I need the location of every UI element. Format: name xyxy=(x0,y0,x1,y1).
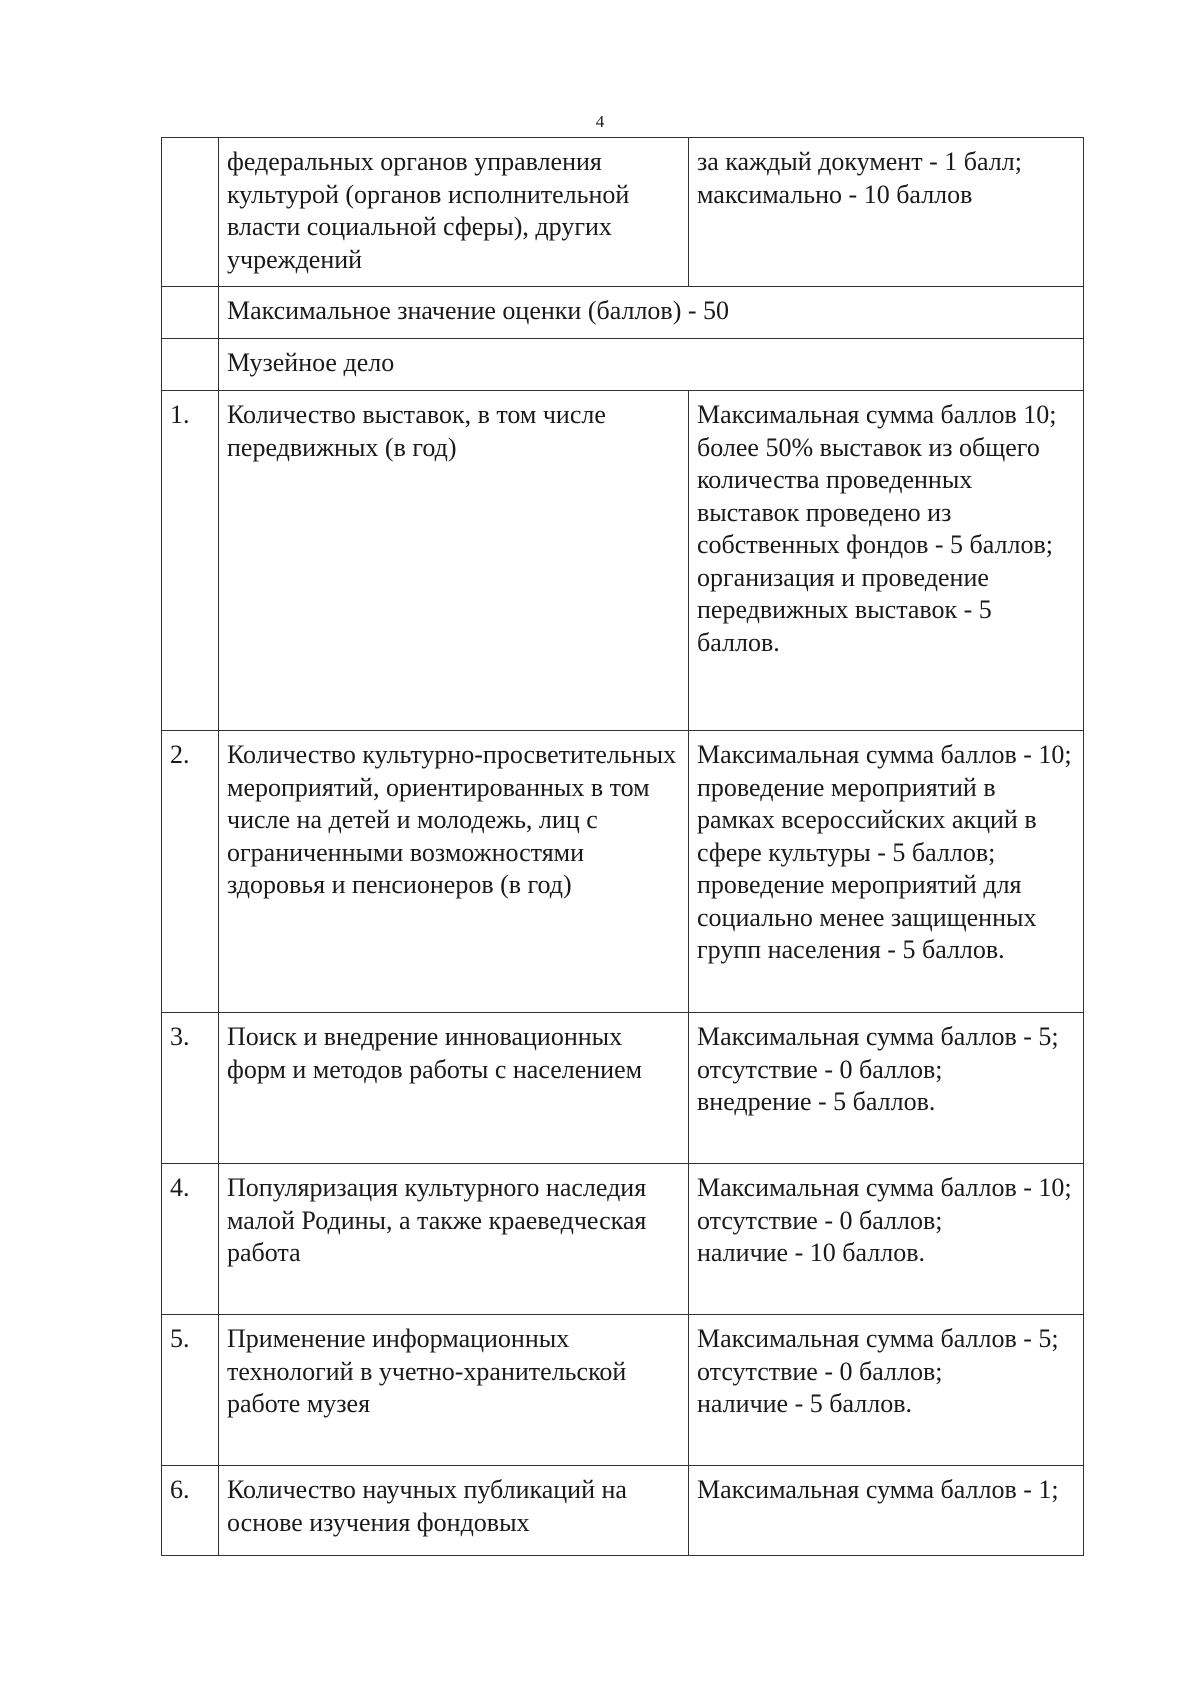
max-score-summary: Максимальное значение оценки (баллов) - 50 xyxy=(219,287,1084,339)
section-heading: Музейное дело xyxy=(219,339,1084,391)
row-number xyxy=(162,339,219,391)
row-number: 6. xyxy=(162,1466,219,1556)
table-row xyxy=(162,339,1084,391)
table-row xyxy=(162,287,1084,339)
score-text: Максимальная сумма баллов - 10; проведение мероприятий в рамках всероссийских акций в сфере культуры - 5 баллов; проведение мероприятий для социально менее защищенных групп населения - 5 баллов. xyxy=(689,731,1084,1013)
criterion-text: Количество культурно-просветительных мероприятий, ориентированных в том числе на детей и молодежь, лиц с ограниченными возможностями здоровья и пенсионеров (в год) xyxy=(219,731,689,1013)
score-text: Максимальная сумма баллов - 5; отсутствие - 0 баллов; внедрение - 5 баллов. xyxy=(689,1013,1084,1164)
score-text: Максимальная сумма баллов 10; более 50% выставок из общего количества проведенных выставок проведено из собственных фондов - 5 баллов; организация и проведение передвижных выставок - 5 баллов. xyxy=(689,391,1084,731)
criterion-text: Применение информационных технологий в учетно-хранительской работе музея xyxy=(219,1315,689,1466)
score-text: за каждый документ - 1 балл; максимально - 10 баллов xyxy=(689,138,1084,287)
score-text: Максимальная сумма баллов - 5; отсутствие - 0 баллов; наличие - 5 баллов. xyxy=(689,1315,1084,1466)
page-number: 4 xyxy=(595,112,605,131)
criterion-text: Количество научных публикаций на основе изучения фондовых xyxy=(219,1466,689,1556)
table-row xyxy=(162,731,1084,1013)
table-row xyxy=(162,138,1084,287)
table-row xyxy=(162,1164,1084,1315)
row-number xyxy=(162,138,219,287)
row-number: 4. xyxy=(162,1164,219,1315)
row-number: 3. xyxy=(162,1013,219,1164)
criterion-text: Популяризация культурного наследия малой Родины, а также краеведческая работа xyxy=(219,1164,689,1315)
row-number: 5. xyxy=(162,1315,219,1466)
score-text: Максимальная сумма баллов - 10; отсутствие - 0 баллов; наличие - 10 баллов. xyxy=(689,1164,1084,1315)
score-text: Максимальная сумма баллов - 1; xyxy=(689,1466,1084,1556)
criteria-table xyxy=(161,137,1084,1556)
table-row xyxy=(162,1013,1084,1164)
table-row xyxy=(162,1466,1084,1556)
criterion-text: Поиск и внедрение инновационных форм и методов работы с населением xyxy=(219,1013,689,1164)
table-row xyxy=(162,1315,1084,1466)
row-number: 2. xyxy=(162,731,219,1013)
criterion-text: федеральных органов управления культурой (органов исполнительной власти социальной сферы), других учреждений xyxy=(219,138,689,287)
row-number: 1. xyxy=(162,391,219,731)
row-number xyxy=(162,287,219,339)
table-row xyxy=(162,391,1084,731)
criterion-text: Количество выставок, в том числе передвижных (в год) xyxy=(219,391,689,731)
